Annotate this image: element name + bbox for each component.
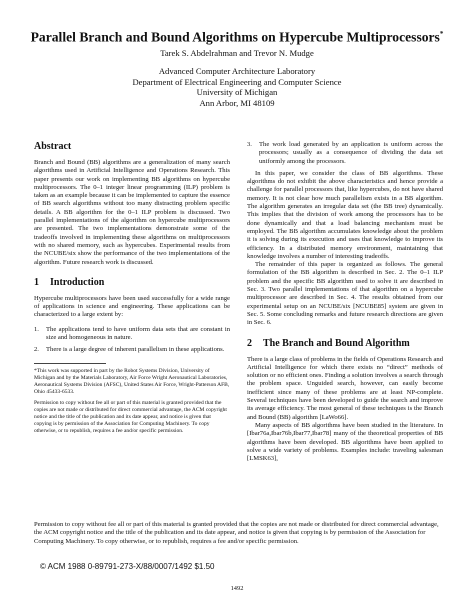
body-paragraph: There is a large class of problems in the fields of Operations Research and Artificial Intelligence for which there exists no “direct” methods of solution or no efficient ones. Finding a solution involves a search through the problem space. Unguided search, however, can easily become inefficient since many of these problems are at least NP-complete. Several techniques have been developed to guide the search and improve its average efficiency. The most general of these techniques is the Branch and Bound (BB) algorithm [LaWo66]. [247,355,443,421]
affiliation-line: Department of Electrical Engineering and Computer Science [132,76,342,87]
intro-text: Hypercube multiprocessors have been used successfully for a wide range of applications in science and engineering. These applications can be characterized to a large extent by: [34,294,230,319]
list-item-text: The work load generated by an application is uniform across the processors; usually as a consequence of dividing the data set uniformly among the processors. [259,141,443,165]
title-footnote-mark: * [439,30,444,38]
footnote-permission: Permission to copy without fee all or part of this material is granted provided that the copies are not made or distributed for direct commercial advantage, the ACM copyright notice and the title of the publication and its date appear, and notice is given that copying is by permission of the Association for Computing Machinery. To copy otherwise, or to republish, requires a fee and/or specific permission. [34,399,227,434]
left-column [34,141,230,435]
list-item-number: 2. [34,346,39,354]
intro-number: 1 [34,276,39,288]
body-paragraph: The remainder of this paper is organized as follows. The general formulation of the BB algorithm is described in Sec. 2. The 0–1 ILP problem and the specific BB algorithm used to solve it are described in Sec. 3. Two parallel implementations of that algorithm on a hypercube multiprocessor are described in Sec. 4. The results obtained from our experimental setup on an NCUBE/six [NCUBE85] system are given in Sec. 5. Some concluding remarks and future research directions are given in Sec. 6. [247,261,443,327]
affiliation-line: Ann Arbor, MI 48109 [199,97,275,108]
list-item [247,141,443,166]
list-item-number: 3. [247,141,252,148]
affiliation-line: Advanced Computer Architecture Laboratory [158,66,316,76]
body-paragraph: Many aspects of BB algorithms have been studied in the literature. In [Ibar76a,Ibar76b,Ibar77,Ibar78] many of the theoretical properties of BB algorithms have been developed. BB algorithms have been applied to solve a wide variety of problems. Examples include: traveling salesman [LMSK63], [247,421,443,463]
copyright-line: © ACM 1988 0-89791-273-X/88/0007/1492 $1.50 [40,562,215,571]
section2-heading [247,338,443,350]
paper-authors: Tarek S. Abdelrahman and Trevor N. Mudge [160,48,314,58]
permission-notice: Permission to copy without fee all or part of this material is granted provided that the copies are not made or distributed for direct commercial advantage, the ACM copyright notice and the title of the publication and its date appear, and notice is given that copying is by permission of the Association for Computing Machinery. To copy otherwise, or to republish, requires a fee and/or specific permission. [34,521,439,545]
list-item-text: The applications tend to have uniform data sets that are constant in size and homogeneous in nature. [46,325,230,342]
footnote-support: *This work was supported in part by the Robot Systems Division, University of Michigan and by the Materials Laboratory, Air Force Wright Aeronautical Laboratories, Aeronautical Systems Division (AFSC), United States Air Force, Wright-Patterson AFB, Ohio 45433-6533. [34,367,230,395]
right-column [247,141,443,463]
list-item-number: 1. [34,325,39,333]
intro-list-continued [247,141,443,166]
list-item [34,326,230,343]
intro-title: Introduction [50,276,105,288]
section2-title: The Branch and Bound Algorithm [263,337,410,349]
abstract-heading: Abstract [34,141,72,152]
page-number: 1492 [230,585,244,592]
footnote-rule [34,363,106,364]
abstract-text: Branch and Bound (BB) algorithms are a generalization of many search algorithms used in Artificial Intelligence and Operations Research. This paper presents our work on implementing BB algorithms on hypercube multiprocessors. The 0–1 integer linear programming (ILP) problem is taken as an example because it can be implemented to capture the essence of BB search algorithms without too many distracting problem specific details. A BB algorithm for the 0–1 ILP problem is discussed. Two parallel implementations of the algorithm on hypercube multiprocessors are presented. The two implementations demonstrate some of the tradeoffs involved in implementing these algorithms on multiprocessors with no shared memory, such as hypercubes. Experimental results from the NCUBE/six show the performance of the two implementations of the algorithm. Future research work is discussed. [34,159,230,266]
list-item [34,346,230,354]
intro-heading [34,277,230,289]
title-text: Parallel Branch and Bound Algorithms on Hypercube Multiprocessors [30,29,440,45]
affiliation-line: University of Michigan [196,87,278,98]
paper-title [0,26,474,46]
body-paragraph: In this paper, we consider the class of BB algorithms. These algorithms do not exhibit the above characteristics and hence provide a challenge for parallel processors that, like hypercubes, do not have shared memory. It is not clear how much parallelism exists in a BB algorithm. The algorithm generates an irregular data set (the BB tree) dynamically. This implies that the division of work among the processors has to be done dynamically and that a load balancing mechanism must be employed. The BB algorithm accumulates knowledge about the problem it is solving during its execution and uses that knowledge to improve its efficiency. In a distributed memory environment, maintaining that knowledge involves a number of interesting tradeoffs. [247,169,443,260]
affiliation-block [0,66,474,108]
intro-list [34,326,230,355]
section2-number: 2 [247,337,252,349]
list-item-text: There is a large degree of inherent parallelism in these applications. [46,346,225,354]
